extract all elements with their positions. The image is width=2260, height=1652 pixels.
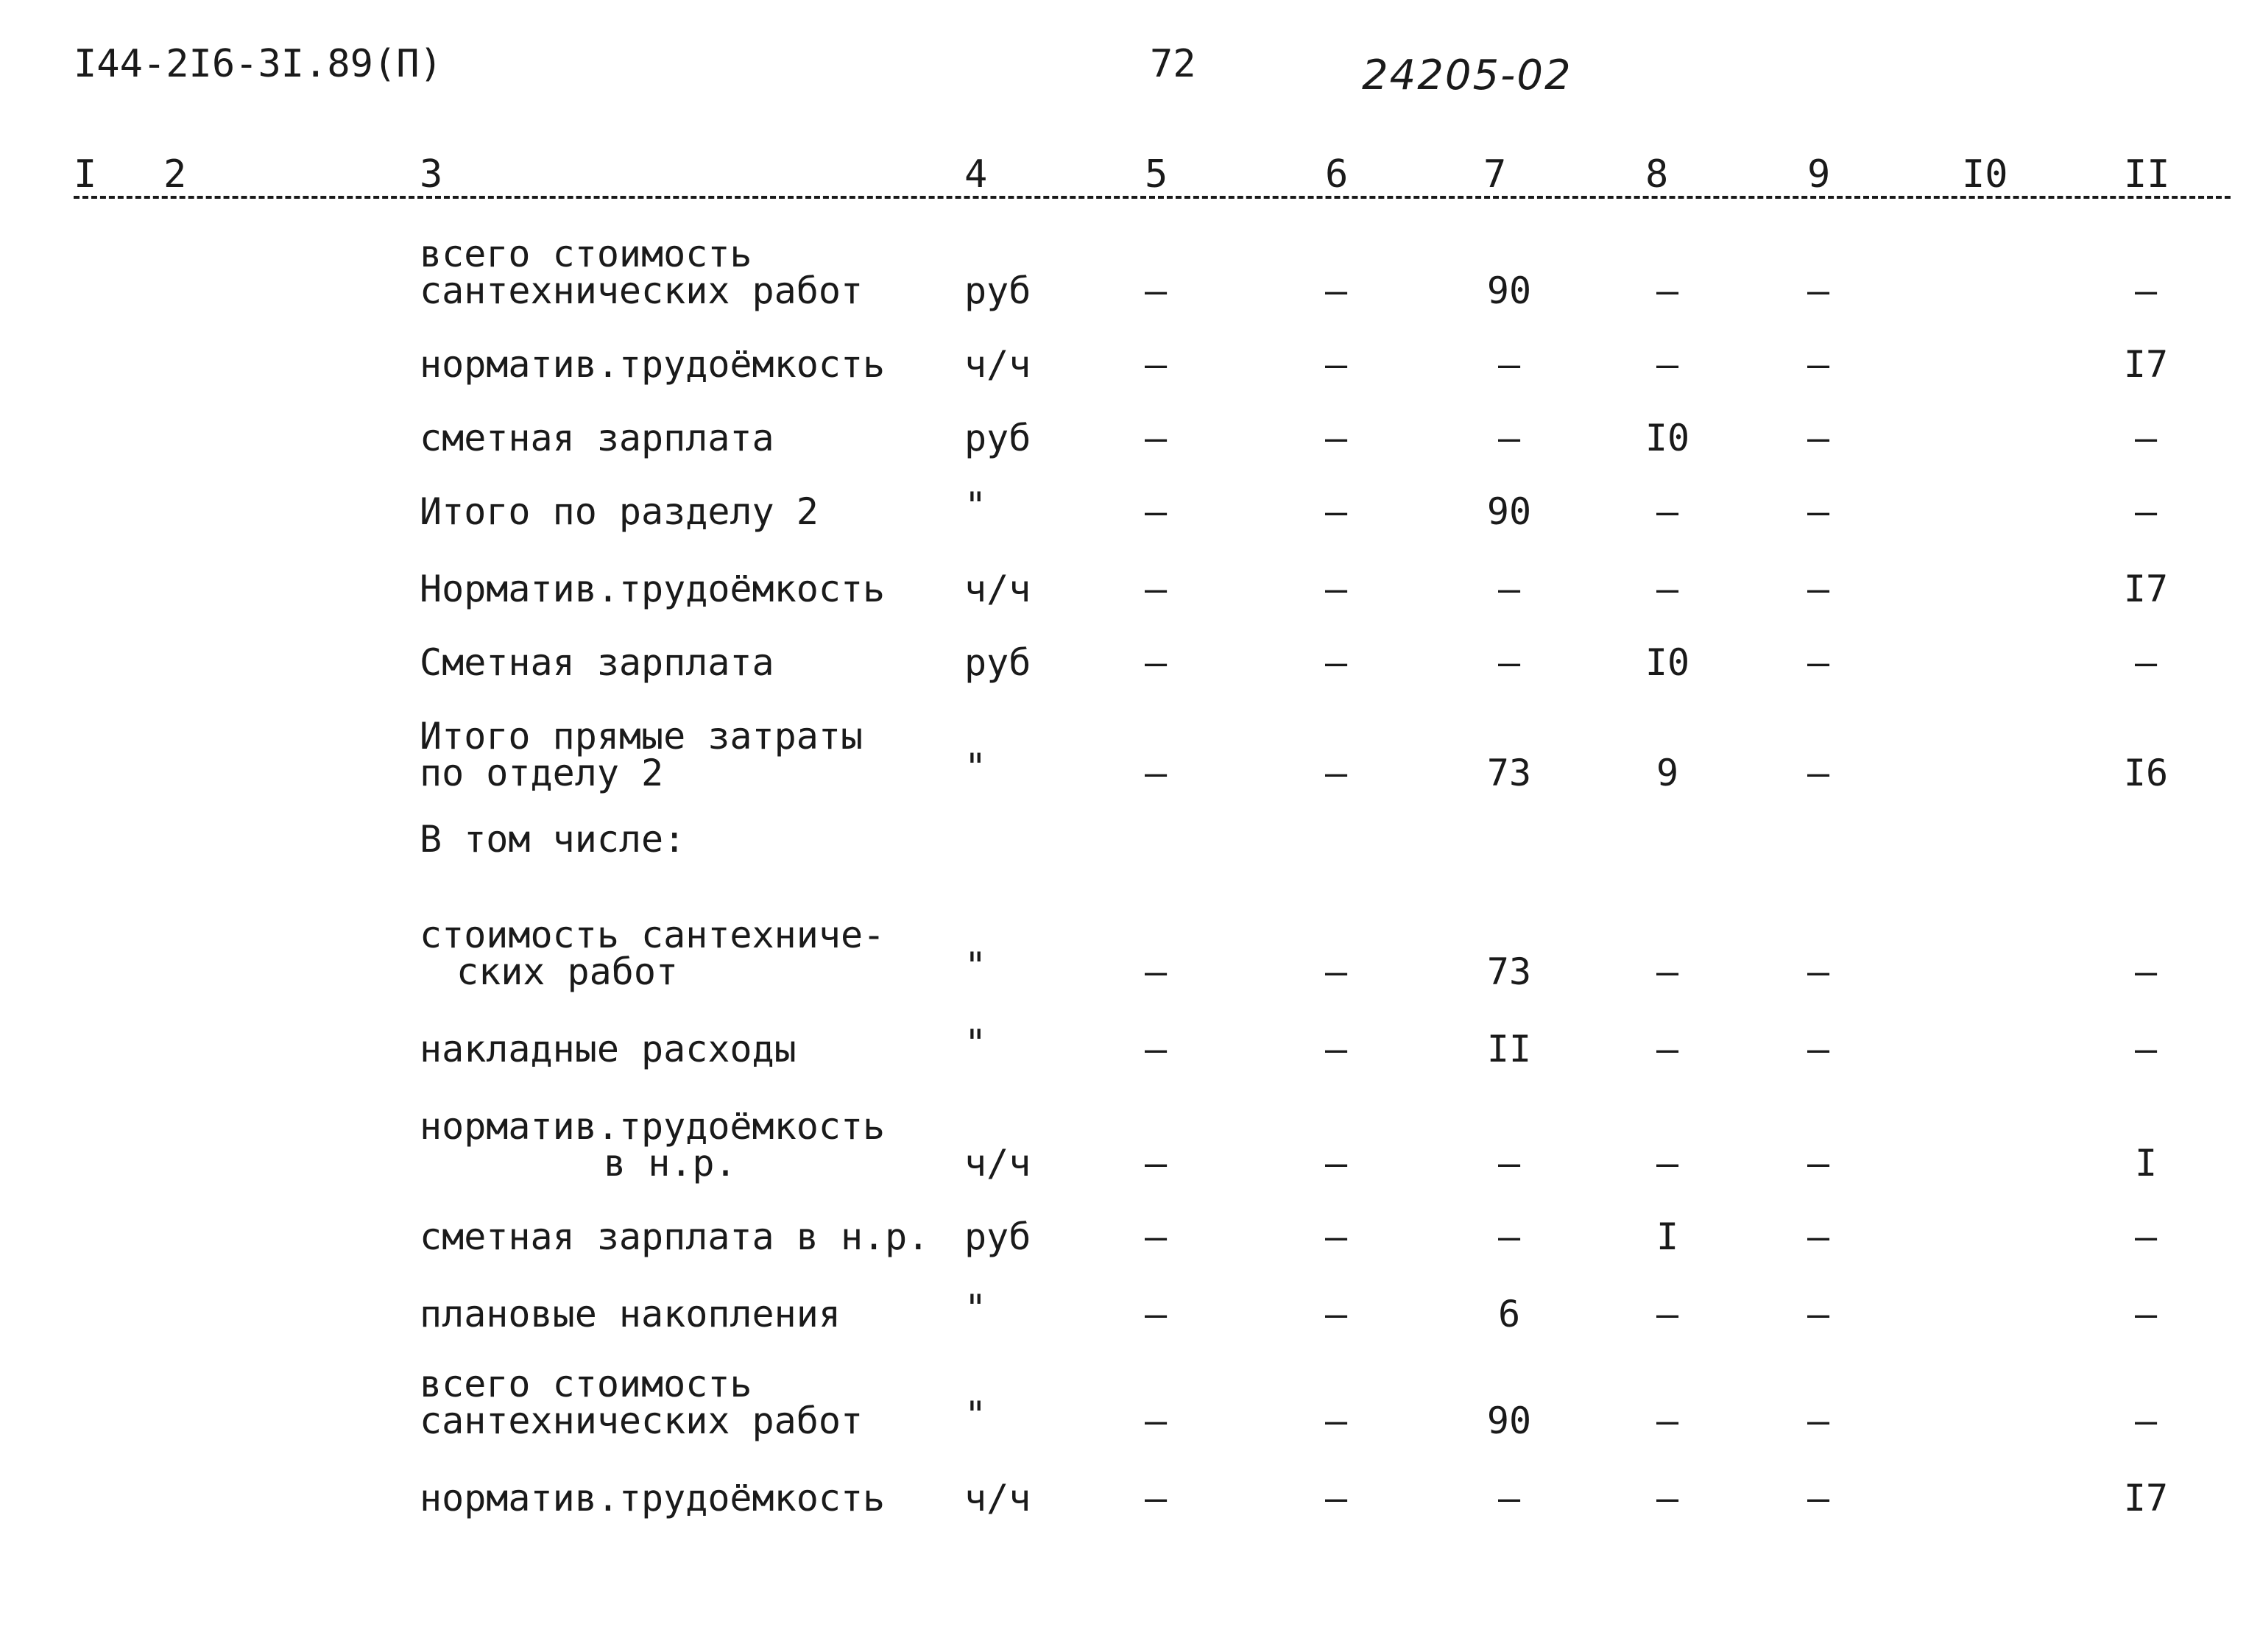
col9-cell: – [1807, 641, 1830, 684]
col11-cell: – [2134, 950, 2158, 993]
row-label-line: ских работ [456, 950, 679, 993]
col5-cell: – [1144, 752, 1168, 794]
col6-cell: – [1324, 490, 1348, 533]
row-label-line: в н.р. [604, 1142, 737, 1185]
table-row [0, 1477, 2260, 1553]
row-label [420, 1215, 930, 1258]
col6-cell: – [1324, 1142, 1348, 1185]
col8-cell: – [1656, 1477, 1679, 1519]
col11-cell: – [2134, 1293, 2158, 1335]
col11-cell: – [2134, 269, 2158, 312]
col5-cell: – [1144, 1028, 1168, 1070]
col6-cell: – [1324, 269, 1348, 312]
col7-cell: II [1486, 1028, 1532, 1070]
table-row [0, 914, 2260, 993]
col11-cell: – [2134, 490, 2158, 533]
column-header-3: 3 [420, 152, 443, 197]
col5-cell: – [1144, 568, 1168, 610]
col11-cell: I7 [2123, 343, 2169, 386]
row-label-line: плановые накопления [420, 1293, 841, 1335]
document-code: I44-2I6-3I.89(П) [74, 42, 442, 86]
col9-cell: – [1807, 1293, 1830, 1335]
col9-cell: – [1807, 568, 1830, 610]
table-row [0, 1287, 2260, 1369]
col7-cell: – [1497, 1477, 1521, 1519]
col6-cell: – [1324, 1477, 1348, 1519]
row-label [420, 1477, 886, 1519]
row-label-line: Итого прямые затраты [420, 715, 864, 758]
col7-cell: 90 [1486, 490, 1532, 533]
col9-cell: – [1807, 343, 1830, 386]
col8-cell: I [1656, 1215, 1679, 1258]
col11-cell: – [2134, 1028, 2158, 1070]
col5-cell: – [1144, 343, 1168, 386]
col7-cell: 73 [1486, 950, 1532, 993]
column-header-8: 8 [1645, 152, 1669, 197]
col6-cell: – [1324, 1293, 1348, 1335]
col9-cell: – [1807, 1028, 1830, 1070]
column-header-7: 7 [1483, 152, 1507, 197]
column-header-9: 9 [1807, 152, 1831, 197]
header-dashed-rule [74, 196, 2231, 199]
col5-cell: – [1144, 1142, 1168, 1185]
row-label [420, 1363, 864, 1442]
table-row [0, 1215, 2260, 1292]
col8-cell: 9 [1656, 752, 1679, 794]
row-label-line: сантехнических работ [420, 269, 864, 312]
column-header-6: 6 [1325, 152, 1349, 197]
row-label [420, 490, 819, 533]
row-label-line: стоимость сантехниче- [420, 914, 886, 956]
col7-cell: – [1497, 641, 1521, 684]
row-label-line: сантехнических работ [420, 1399, 864, 1442]
col5-cell: – [1144, 950, 1168, 993]
row-label-line: по отделу 2 [420, 752, 664, 794]
col9-cell: – [1807, 490, 1830, 533]
col11-cell: – [2134, 1215, 2158, 1258]
col11-cell: I6 [2123, 752, 2169, 794]
row-label [420, 818, 686, 861]
col8-cell: – [1656, 1028, 1679, 1070]
col9-cell: – [1807, 417, 1830, 459]
row-label [420, 343, 886, 386]
col5-cell: – [1144, 641, 1168, 684]
col7-cell: 6 [1497, 1293, 1521, 1335]
unit-cell: руб [964, 641, 1031, 684]
col8-cell: – [1656, 343, 1679, 386]
row-label-line: сметная зарплата [420, 417, 774, 459]
col9-cell: – [1807, 1399, 1830, 1442]
col8-cell: I0 [1645, 641, 1690, 684]
column-header-4: 4 [964, 152, 988, 197]
table-row [0, 417, 2260, 493]
table-row [0, 343, 2260, 420]
col11-cell: – [2134, 641, 2158, 684]
col9-cell: – [1807, 950, 1830, 993]
col11-cell: – [2134, 417, 2158, 459]
col6-cell: – [1324, 752, 1348, 794]
row-label-line: всего стоимость [420, 1363, 752, 1405]
col6-cell: – [1324, 1028, 1348, 1070]
col7-cell: 73 [1486, 752, 1532, 794]
col5-cell: – [1144, 1399, 1168, 1442]
col7-cell: – [1497, 343, 1521, 386]
col7-cell: – [1497, 417, 1521, 459]
col9-cell: – [1807, 1477, 1830, 1519]
col6-cell: – [1324, 343, 1348, 386]
unit-cell: " [964, 1022, 987, 1065]
row-label [420, 568, 886, 610]
col6-cell: – [1324, 641, 1348, 684]
row-label-line: Сметная зарплата [420, 641, 774, 684]
row-label-line: сметная зарплата в н.р. [420, 1215, 930, 1258]
col8-cell: – [1656, 568, 1679, 610]
col7-cell: – [1497, 1215, 1521, 1258]
column-header-10: I0 [1962, 152, 2008, 197]
col8-cell: – [1656, 1399, 1679, 1442]
col5-cell: – [1144, 1215, 1168, 1258]
table-row [0, 1363, 2260, 1442]
table-row [0, 641, 2260, 718]
row-label [420, 715, 864, 794]
unit-cell: " [964, 945, 987, 987]
col5-cell: – [1144, 1293, 1168, 1335]
row-label-line: накладные расходы [420, 1028, 797, 1070]
unit-cell: руб [964, 1215, 1031, 1258]
col8-cell: – [1656, 490, 1679, 533]
column-header-5: 5 [1145, 152, 1168, 197]
unit-cell: " [964, 484, 987, 527]
row-label [420, 641, 774, 684]
col8-cell: – [1656, 1142, 1679, 1185]
handwritten-stamp-number: 24205-02 [1362, 52, 1572, 99]
table-row [0, 233, 2260, 312]
col5-cell: – [1144, 490, 1168, 533]
unit-cell: " [964, 1287, 987, 1330]
row-label [420, 1293, 841, 1335]
col6-cell: – [1324, 1399, 1348, 1442]
unit-cell: руб [964, 269, 1031, 312]
col6-cell: – [1324, 568, 1348, 610]
column-header-2: 2 [163, 152, 187, 197]
unit-cell: руб [964, 417, 1031, 459]
column-header-11: II [2124, 152, 2170, 197]
unit-cell: " [964, 746, 987, 788]
col8-cell: – [1656, 269, 1679, 312]
row-label [420, 233, 864, 312]
table-row [0, 818, 2260, 894]
row-label-line: В том числе: [420, 818, 686, 861]
col8-cell: I0 [1645, 417, 1690, 459]
col9-cell: – [1807, 1142, 1830, 1185]
col5-cell: – [1144, 1477, 1168, 1519]
col8-cell: – [1656, 950, 1679, 993]
row-label [420, 417, 774, 459]
unit-cell: ч/ч [964, 1142, 1031, 1185]
row-label-line: норматив.трудоёмкость [420, 1105, 886, 1148]
col11-cell: I7 [2123, 568, 2169, 610]
col9-cell: – [1807, 752, 1830, 794]
col7-cell: 90 [1486, 1399, 1532, 1442]
col7-cell: – [1497, 568, 1521, 610]
table-row [0, 568, 2260, 644]
table-row [0, 484, 2260, 567]
unit-cell: ч/ч [964, 343, 1031, 386]
col9-cell: – [1807, 269, 1830, 312]
table-row [0, 715, 2260, 794]
col11-cell: I [2134, 1142, 2158, 1185]
page-number: 72 [1150, 42, 1196, 86]
table-row [0, 1022, 2260, 1104]
row-label-line: всего стоимость [420, 233, 752, 275]
row-label [420, 1105, 886, 1185]
col7-cell: 90 [1486, 269, 1532, 312]
col6-cell: – [1324, 950, 1348, 993]
col6-cell: – [1324, 417, 1348, 459]
col8-cell: – [1656, 1293, 1679, 1335]
row-label-line: Норматив.трудоёмкость [420, 568, 886, 610]
row-label [420, 1028, 797, 1070]
unit-cell: ч/ч [964, 568, 1031, 610]
col5-cell: – [1144, 269, 1168, 312]
column-header-1: I [74, 152, 97, 197]
unit-cell: " [964, 1394, 987, 1436]
col9-cell: – [1807, 1215, 1830, 1258]
unit-cell: ч/ч [964, 1477, 1031, 1519]
table-row [0, 1105, 2260, 1185]
col11-cell: – [2134, 1399, 2158, 1442]
col5-cell: – [1144, 417, 1168, 459]
row-label-line: Итого по разделу 2 [420, 490, 819, 533]
col6-cell: – [1324, 1215, 1348, 1258]
row-label-line: норматив.трудоёмкость [420, 1477, 886, 1519]
row-label-line: норматив.трудоёмкость [420, 343, 886, 386]
col11-cell: I7 [2123, 1477, 2169, 1519]
col7-cell: – [1497, 1142, 1521, 1185]
row-label [420, 914, 886, 993]
